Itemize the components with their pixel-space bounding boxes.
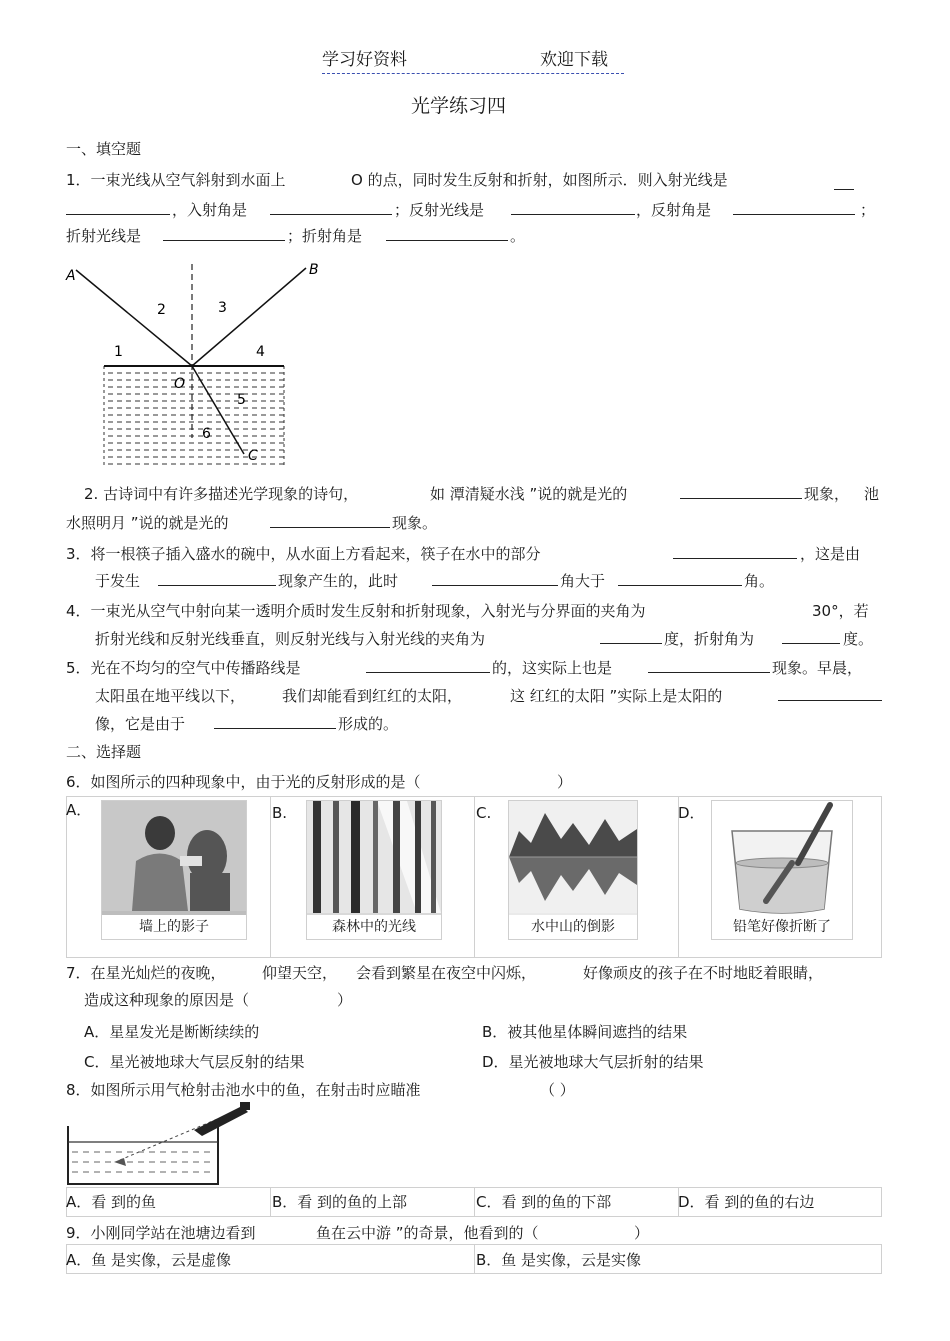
q9-option-a[interactable]: A．鱼 是实像，云是虚像 (66, 1251, 232, 1269)
q4-text-a: 4．一束光从空气中射向某一透明介质时发生反射和折射现象，入射光与分界面的夹角为 (66, 602, 646, 620)
q1-blank-incident-start[interactable] (834, 175, 854, 190)
q6-option-b-caption: 森林中的光线 (307, 915, 441, 939)
q6-option-d-image[interactable] (711, 800, 853, 940)
q1-line1b: O 的点，同时发生反射和折射，如图所示．则入射光线是 (351, 171, 728, 189)
header-right: 欢迎下载 (540, 50, 608, 70)
q1-line1a: 1．一束光线从空气斜射到水面上 (66, 171, 286, 189)
q3-blank-3[interactable] (432, 571, 558, 586)
q7-option-d[interactable]: D．星光被地球大气层折射的结果 (482, 1053, 704, 1071)
q4-text-e: 度。 (843, 630, 874, 648)
q6-option-a-image[interactable] (101, 800, 247, 940)
section-multiple-choice: 二、选择题 (66, 743, 142, 761)
q3-blank-2[interactable] (158, 571, 276, 586)
q9-text-c: ） (634, 1224, 650, 1242)
label-c: C (248, 448, 258, 464)
label-2: 2 (157, 302, 166, 318)
q5-text-g: 像，它是由于 (95, 715, 186, 733)
q5-text-h: 形成的。 (338, 715, 399, 733)
q2-text-b: 如 潭清疑水浅 ”说的就是光的 (430, 485, 628, 503)
q7-option-a[interactable]: A．星星发光是断断续续的 (84, 1023, 260, 1041)
q6-option-d-caption: 铅笔好像折断了 (712, 915, 852, 939)
q1-text-refracted: 折射光线是 (66, 227, 142, 245)
q2-text-d: 池 (864, 485, 880, 503)
q5-blank-4[interactable] (214, 714, 336, 729)
q7-text-c: 会看到繁星在夜空中闪烁， (356, 964, 537, 982)
label-a: A (66, 268, 76, 284)
q7-text-f: ） (337, 991, 353, 1009)
q6-option-a-caption: 墙上的影子 (102, 915, 246, 939)
ray-a (76, 270, 192, 366)
q5-text-a: 5．光在不均匀的空气中传播路线是 (66, 659, 301, 677)
section-fill-in: 一、填空题 (66, 140, 142, 158)
q5-blank-3[interactable] (778, 686, 882, 701)
ray-b (192, 268, 306, 366)
header-underline (322, 73, 624, 74)
q9-text-b: 鱼在云中游 ”的奇景，他看到的（ (316, 1224, 539, 1242)
q3-text-b: ，这是由 (800, 545, 861, 563)
q4-text-c: 折射光线和反射光线垂直，则反射光线与入射光线的夹角为 (95, 630, 486, 648)
q6-close: ） (557, 773, 573, 791)
q3-text-f: 角。 (744, 572, 775, 590)
q6-option-c-image[interactable] (508, 800, 638, 940)
q1-blank-refract-angle[interactable] (386, 226, 508, 241)
q1-text-refract-angle: ；折射角是 (287, 227, 363, 245)
q5-text-c: 现象。早晨， (772, 659, 863, 677)
q1-text-period: 。 (510, 227, 526, 245)
q1-blank-incident[interactable] (66, 200, 170, 215)
q6-option-d-letter[interactable]: D． (678, 804, 705, 822)
q3-blank-1[interactable] (673, 544, 797, 559)
q5-text-e: 我们却能看到红红的太阳， (282, 687, 463, 705)
page-title: 光学练习四 (411, 95, 507, 117)
q8-stem: 8．如图所示用气枪射击池水中的鱼，在射击时应瞄准 (66, 1081, 421, 1099)
q8-paren: （ ） (540, 1081, 575, 1099)
q2-text-a: 2. 古诗词中有许多描述光学现象的诗句， (84, 485, 359, 503)
reflection-refraction-diagram (62, 258, 319, 470)
q3-blank-4[interactable] (618, 571, 742, 586)
q9-text-a: 9．小刚同学站在池塘边看到 (66, 1224, 256, 1242)
label-5: 5 (237, 392, 246, 408)
label-o: O (174, 376, 186, 392)
q1-text-semicolon: ； (860, 201, 876, 219)
q5-text-d: 太阳虽在地平线以下， (95, 687, 246, 705)
q1-blank-reflected[interactable] (511, 200, 635, 215)
q7-option-c[interactable]: C．星光被地球大气层反射的结果 (84, 1053, 305, 1071)
q6-stem: 6．如图所示的四种现象中，由于光的反射形成的是（ (66, 773, 421, 791)
air-gun-pond-diagram (64, 1100, 254, 1190)
label-b: B (309, 262, 319, 278)
q4-text-b: 30°，若 (812, 602, 869, 620)
q2-text-e: 水照明月 ”说的就是光的 (66, 514, 229, 532)
q6-option-b-image[interactable] (306, 800, 442, 940)
air-gun-icon (194, 1106, 248, 1136)
q6-option-c-letter[interactable]: C. (476, 804, 492, 822)
q1-text-reflect-angle: ，反射角是 (636, 201, 712, 219)
fish-icon (114, 1158, 126, 1166)
q5-text-b: 的，这实际上也是 (492, 659, 613, 677)
q5-blank-1[interactable] (366, 658, 490, 673)
q4-text-d: 度，折射角为 (664, 630, 755, 648)
q7-text-e: 造成这种现象的原因是（ (84, 991, 250, 1009)
label-6: 6 (202, 426, 211, 442)
q6-option-c-caption: 水中山的倒影 (509, 915, 637, 939)
q4-blank-1[interactable] (600, 629, 662, 644)
q2-text-f: 现象。 (392, 514, 438, 532)
q6-option-b-letter[interactable]: B. (272, 804, 288, 822)
q4-blank-2[interactable] (782, 629, 840, 644)
q2-blank-1[interactable] (680, 484, 802, 499)
q8-option-d[interactable]: D．看 到的鱼的右边 (678, 1193, 815, 1211)
q1-blank-refracted[interactable] (163, 226, 285, 241)
q7-text-a: 7．在星光灿烂的夜晚， (66, 964, 226, 982)
q8-option-c[interactable]: C．看 到的鱼的下部 (476, 1193, 612, 1211)
q8-option-a[interactable]: A．看 到的鱼 (66, 1193, 157, 1211)
q8-option-b[interactable]: B．看 到的鱼的上部 (272, 1193, 408, 1211)
q2-blank-2[interactable] (270, 513, 390, 528)
label-3: 3 (218, 300, 227, 316)
q3-text-e: 角大于 (560, 572, 606, 590)
q5-text-f: 这 红红的太阳 ”实际上是太阳的 (510, 687, 723, 705)
q7-text-b: 仰望天空， (262, 964, 338, 982)
q1-blank-incident-angle[interactable] (270, 200, 392, 215)
q3-text-c: 于发生 (95, 572, 141, 590)
q7-option-b[interactable]: B．被其他星体瞬间遮挡的结果 (482, 1023, 688, 1041)
q2-text-c: 现象， (804, 485, 850, 503)
q1-text-reflected: ；反射光线是 (394, 201, 485, 219)
label-1: 1 (114, 344, 123, 360)
q3-text-a: 3．将一根筷子插入盛水的碗中，从水面上方看起来，筷子在水中的部分 (66, 545, 541, 563)
q7-text-d: 好像顽皮的孩子在不时地眨着眼睛， (583, 964, 824, 982)
header-left: 学习好资料 (322, 50, 407, 70)
q9-option-b[interactable]: B．鱼 是实像，云是实像 (476, 1251, 642, 1269)
q3-text-d: 现象产生的，此时 (278, 572, 399, 590)
q6-option-a-letter[interactable]: A． (66, 801, 92, 819)
q5-blank-2[interactable] (648, 658, 770, 673)
label-4: 4 (256, 344, 265, 360)
q1-blank-reflect-angle[interactable] (733, 200, 855, 215)
q1-text-incident-angle: ，入射角是 (172, 201, 248, 219)
